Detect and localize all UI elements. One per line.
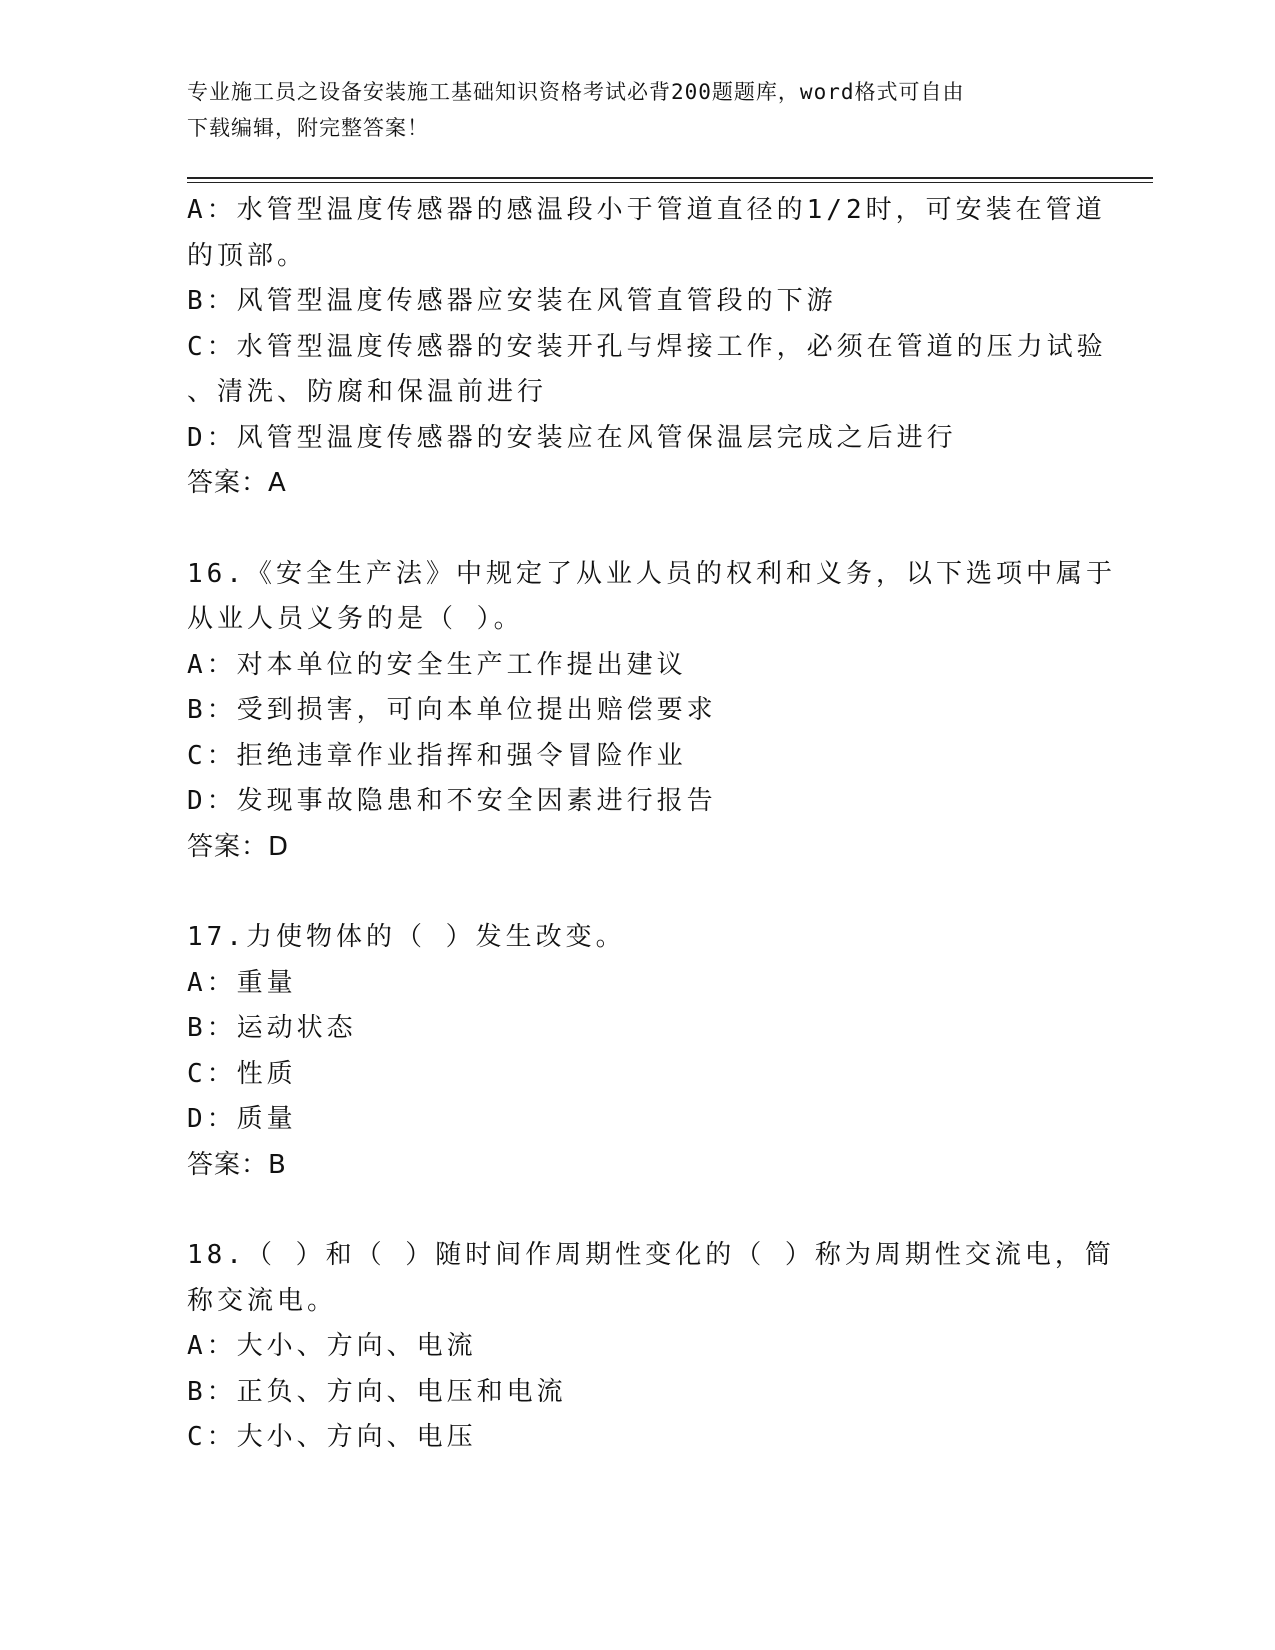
q16-option-b: B：受到损害，可向本单位提出赔偿要求 (187, 695, 717, 725)
header-title-line-2: 下载编辑，附完整答案！ (187, 116, 429, 140)
q15-answer: 答案：A (187, 468, 287, 498)
q18-option-a: A：大小、方向、电流 (187, 1331, 477, 1361)
q16-option-d: D：发现事故隐患和不安全因素进行报告 (187, 786, 717, 816)
q16-stem-line-1: 16.《安全生产法》中规定了从业人员的权利和义务，以下选项中属于 (187, 558, 1116, 589)
q18-option-b: B：正负、方向、电压和电流 (187, 1376, 567, 1407)
spacer (187, 507, 1087, 552)
q18-stem-line-2: 称交流电。 (187, 1285, 338, 1316)
q17-option-b: B：运动状态 (187, 1013, 357, 1043)
header-title-line-1: 专业施工员之设备安装施工基础知识资格考试必背200题题库，word格式可自由 (187, 80, 965, 104)
question-16-block (187, 552, 1116, 871)
question-content (187, 188, 1116, 1461)
page-header (187, 74, 1087, 146)
question-15-block (187, 188, 1107, 507)
q15-option-a-line-2: 的顶部。 (187, 240, 308, 271)
header-divider-thick (187, 177, 1153, 179)
q15-option-b: B：风管型温度传感器应安装在风管直管段的下游 (187, 286, 837, 316)
q16-stem-line-2: 从业人员义务的是（ ）。 (187, 604, 524, 634)
q17-option-a: A：重量 (187, 967, 297, 998)
q17-option-d: D：质量 (187, 1104, 297, 1134)
q17-stem: 17.力使物体的（ ）发生改变。 (187, 922, 626, 952)
q15-option-c-line-2: 、清洗、防腐和保温前进行 (187, 377, 548, 407)
question-18-block (187, 1233, 1115, 1461)
q16-answer: 答案：D (187, 831, 290, 862)
q18-stem-line-1: 18.（ ）和（ ）随时间作周期性变化的（ ）称为周期性交流电，简 (187, 1240, 1115, 1270)
header-divider-thin (187, 182, 1153, 183)
q16-option-a: A：对本单位的安全生产工作提出建议 (187, 649, 687, 680)
spacer (187, 1188, 1087, 1233)
question-17-block (187, 915, 1087, 1188)
q15-option-a-line-1: A：水管型温度传感器的感温段小于管道直径的1/2时，可安装在管道 (187, 195, 1106, 225)
q15-option-c-line-1: C：水管型温度传感器的安装开孔与焊接工作，必须在管道的压力试验 (187, 331, 1107, 362)
q16-option-c: C：拒绝违章作业指挥和强令冒险作业 (187, 740, 687, 771)
spacer (187, 870, 1087, 915)
q15-option-d: D：风管型温度传感器的安装应在风管保温层完成之后进行 (187, 422, 957, 453)
q17-option-c: C：性质 (187, 1058, 297, 1089)
q17-answer: 答案：B (187, 1149, 287, 1180)
q18-option-c: C：大小、方向、电压 (187, 1422, 477, 1452)
